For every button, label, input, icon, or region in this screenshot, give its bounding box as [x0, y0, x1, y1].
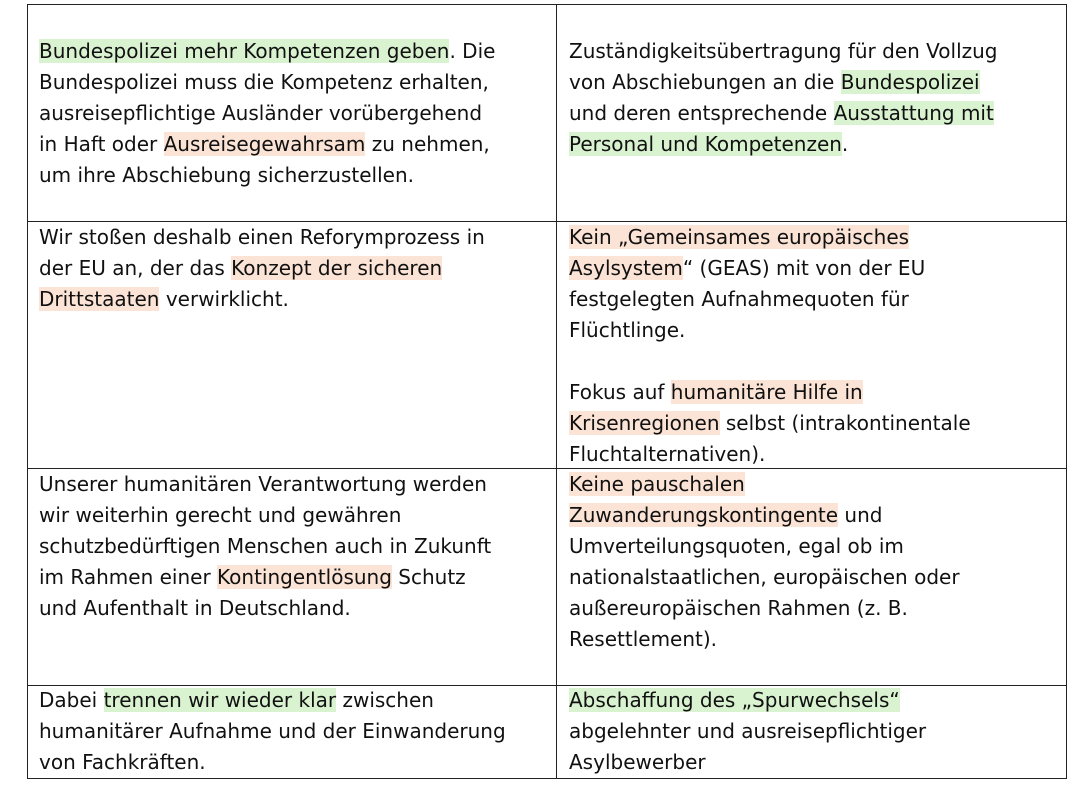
text-line [569, 377, 971, 408]
text-run: Zuständigkeitsübertragung für den Vollzug [569, 39, 998, 63]
text-line [39, 129, 495, 160]
text-line [569, 500, 960, 531]
text-line [569, 253, 971, 284]
text-line [569, 685, 926, 716]
column-divider [556, 4, 557, 779]
text-run: abgelehnter und ausreisepflichtiger [569, 719, 927, 743]
text-line [569, 469, 960, 500]
text-run: Bundespolizei muss die Kompetenz erhalten, [39, 70, 489, 94]
text-run: Wir stoßen deshalb einen Reforymprozess in [39, 225, 485, 249]
text-run: und [838, 503, 883, 527]
text-line [39, 36, 495, 67]
text-line [569, 346, 971, 377]
text-line [569, 98, 998, 129]
text-run: Flüchtlinge. [569, 318, 686, 342]
text-run: Fokus auf [569, 380, 671, 404]
text-line [569, 716, 926, 747]
text-run: im Rahmen einer [39, 565, 218, 589]
text-line [569, 36, 998, 67]
row-3-right-cell [569, 469, 960, 655]
highlighted-text: Personal und Kompetenzen [569, 132, 842, 156]
highlighted-text: Zuwanderungskontingente [569, 503, 839, 527]
text-run: zwischen [336, 688, 434, 712]
text-line [569, 129, 998, 160]
text-line [39, 747, 506, 778]
text-run: wir weiterhin gerecht und gewähren [39, 503, 402, 527]
text-line [39, 593, 491, 624]
highlighted-text: Keine pauschalen [569, 472, 745, 496]
text-run: in Haft oder [39, 132, 164, 156]
text-run: zu nehmen, [365, 132, 490, 156]
text-line [569, 284, 971, 315]
text-run: festgelegten Aufnahmequoten für [569, 287, 909, 311]
text-line [569, 531, 960, 562]
text-run: humanitärer Aufnahme und der Einwanderung [39, 719, 506, 743]
highlighted-text: Abschaffung des „Spurwechsels“ [569, 688, 900, 712]
table-border-top [27, 4, 1067, 5]
text-line [39, 562, 491, 593]
text-line [39, 284, 485, 315]
text-run: Schutz [391, 565, 466, 589]
text-line [39, 500, 491, 531]
highlighted-text: Asylsystem [569, 256, 683, 280]
text-run: von Abschiebungen an die [569, 70, 841, 94]
text-line [39, 531, 491, 562]
highlighted-text: Drittstaaten [39, 287, 160, 311]
text-line [569, 67, 998, 98]
text-run: schutzbedürftigen Menschen auch in Zukunft [39, 534, 492, 558]
text-line [569, 593, 960, 624]
text-line [39, 253, 485, 284]
text-run: von Fachkräften. [39, 750, 206, 774]
text-line [39, 469, 491, 500]
text-run: Unserer humanitären Verantwortung werden [39, 472, 487, 496]
table-border-right [1066, 4, 1067, 779]
text-line [39, 716, 506, 747]
text-run: Resettlement). [569, 627, 718, 651]
text-line [39, 160, 495, 191]
row-4-left-cell [39, 685, 506, 778]
highlighted-text: Ausstattung mit [833, 101, 994, 125]
text-line [569, 315, 971, 346]
highlighted-text: Kontingentlösung [217, 565, 392, 589]
text-run: der EU an, der das [39, 256, 232, 280]
row-2-right-cell [569, 222, 971, 470]
text-run: selbst (intrakontinentale [719, 411, 971, 435]
row-4-right-cell [569, 685, 926, 778]
highlighted-text: Bundespolizei [840, 70, 980, 94]
row-1-right-cell [569, 36, 998, 160]
text-run: . [841, 132, 849, 156]
highlighted-text: trennen wir wieder klar [103, 688, 337, 712]
highlighted-text: Konzept der sicheren [231, 256, 443, 280]
text-line [569, 222, 971, 253]
table-border-left [27, 4, 28, 779]
text-run: Dabei [39, 688, 104, 712]
highlighted-text: Ausreisegewahrsam [163, 132, 366, 156]
table-border-bottom [27, 778, 1067, 779]
text-run: ausreisepflichtige Ausländer vorübergehend [39, 101, 483, 125]
text-line [569, 408, 971, 439]
text-run: “ (GEAS) mit von der EU [682, 256, 926, 280]
text-run: um ihre Abschiebung sicherzustellen. [39, 163, 414, 187]
text-line [39, 685, 506, 716]
text-line [39, 67, 495, 98]
document-table [27, 4, 1067, 779]
text-line [569, 747, 926, 778]
text-line [569, 439, 971, 470]
text-run: Asylbewerber [569, 750, 706, 774]
text-line [569, 562, 960, 593]
highlighted-text: humanitäre Hilfe in [670, 380, 863, 404]
text-run: verwirklicht. [159, 287, 289, 311]
text-run: . Die [449, 39, 496, 63]
row-1-left-cell [39, 36, 495, 191]
text-run: und deren entsprechende [569, 101, 834, 125]
highlighted-text: Kein „Gemeinsames europäisches [569, 225, 910, 249]
text-run: nationalstaatlichen, europäischen oder [569, 565, 960, 589]
text-line [39, 98, 495, 129]
text-run: Fluchtalternativen). [569, 442, 766, 466]
text-line [569, 624, 960, 655]
text-run: und Aufenthalt in Deutschland. [39, 596, 351, 620]
highlighted-text: Krisenregionen [569, 411, 720, 435]
row-3-left-cell [39, 469, 491, 624]
text-run: Umverteilungsquoten, egal ob im [569, 534, 904, 558]
text-run: außereuropäischen Rahmen (z. B. [569, 596, 908, 620]
row-2-left-cell [39, 222, 485, 315]
text-line [39, 222, 485, 253]
highlighted-text: Bundespolizei mehr Kompetenzen geben [39, 39, 450, 63]
